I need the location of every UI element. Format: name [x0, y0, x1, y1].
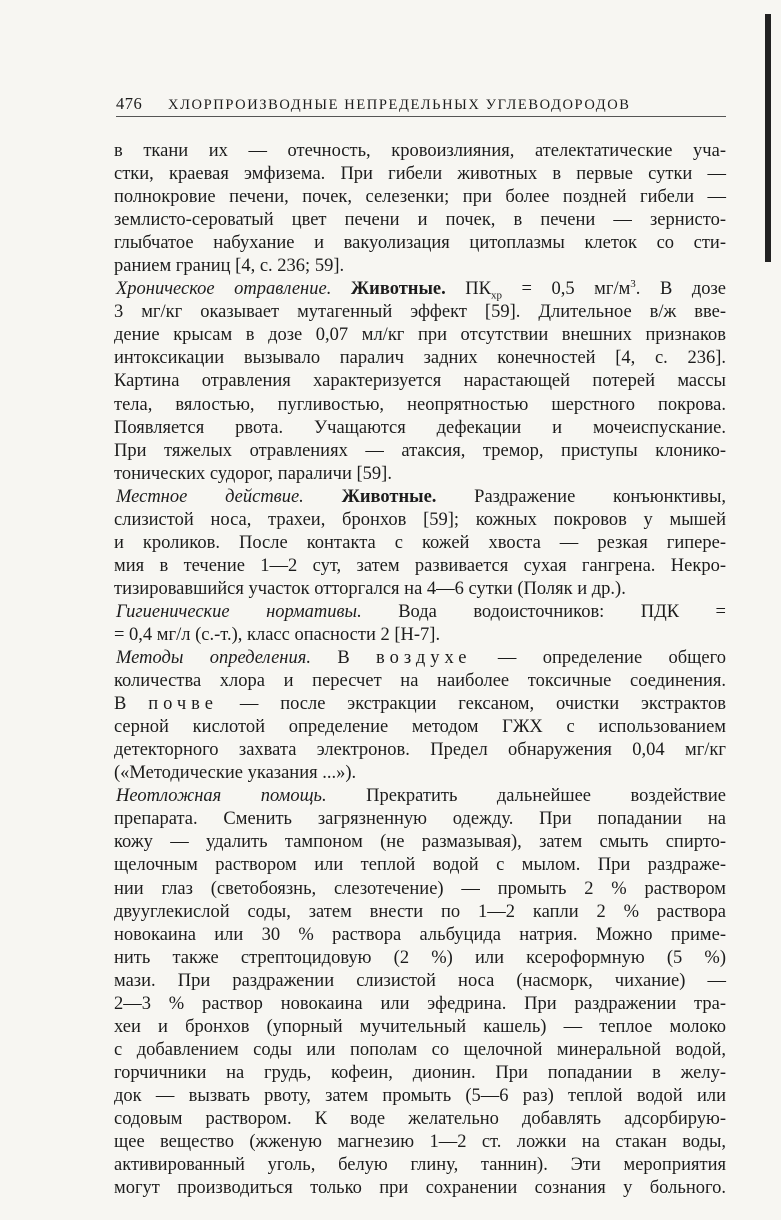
text-line: [114, 486, 726, 509]
line-text: Вода водоисточников: ПДК =: [398, 601, 726, 622]
text-line: [114, 1108, 726, 1131]
line-text: тела, вялостью, пугливостью, неопрятностью шерстного покрова.: [114, 394, 726, 415]
line-text: интоксикации вызывало паралич задних конечностей [4, с. 236].: [114, 348, 726, 369]
line-text: В: [114, 694, 127, 715]
line-text: новокаина или 30 % раствора альбуцида натрия. Можно приме-: [114, 924, 726, 945]
page-edge-bar: [765, 14, 771, 262]
text-line: [114, 532, 726, 555]
section-heading: Неотложная помощь.: [116, 786, 327, 807]
text-line: [114, 624, 726, 647]
line-text: тизировавшийся участок отторгался на 4—6 сутки (Поляк и др.).: [114, 578, 626, 599]
line-text: щелочным раствором или теплой водой с мылом. При раздраже-: [114, 855, 726, 876]
subscript: хр: [490, 289, 502, 302]
text-line: [114, 808, 726, 831]
text-line: [114, 509, 726, 532]
line-text: дение крысам в дозе 0,07 мл/кг при отсутствии внешних признаков: [114, 325, 726, 346]
text-line: [114, 993, 726, 1016]
text-line: [114, 209, 726, 232]
spaced-term: воздухе: [376, 648, 472, 669]
text-line: [114, 901, 726, 924]
text-line: [114, 255, 726, 278]
running-header: [116, 94, 726, 117]
text-line: [114, 947, 726, 970]
line-text: хеи и бронхов (упорный мучительный кашель) — теплое молоко: [114, 1016, 726, 1037]
section-heading: Хроническое отравление.: [116, 279, 332, 300]
page-body-text: [114, 140, 726, 1200]
line-text: ранием границ [4, с. 236; 59].: [114, 256, 345, 277]
line-text: Картина отравления характеризуется нарастающей потерей массы: [114, 371, 726, 392]
text-line: [114, 970, 726, 993]
line-text: — после экстракции гексаном, очистки экстрактов: [239, 694, 727, 715]
line-text: глыбчатое набухание и вакуолизация цитоплазмы клеток со сти-: [114, 233, 726, 254]
text-line: [114, 878, 726, 901]
text-line: [114, 785, 726, 808]
section-heading: Методы определения.: [116, 648, 311, 669]
spaced-term: почве: [148, 694, 219, 715]
text-line: [114, 440, 726, 463]
text-line: [114, 601, 726, 624]
line-text: в ткани их — отечность, кровоизлияния, ателектатические уча-: [114, 141, 726, 161]
line-text: стки, краевая эмфизема. При гибели животных в первые сутки —: [114, 164, 726, 185]
text-line: [114, 370, 726, 393]
line-text: Появляется рвота. Учащаются дефекации и мочеиспускание.: [114, 417, 726, 438]
line-text: и кроликов. После контакта с кожей хвоста — резкая гипере-: [114, 532, 726, 553]
line-text: = 0,4 мг/л (с.-т.), класс опасности 2 [Н-7].: [114, 624, 441, 645]
text-line: [114, 1062, 726, 1085]
line-text: При тяжелых отравлениях — атаксия, тремор, приступы клонико-: [114, 440, 726, 461]
text-line: [114, 924, 726, 947]
line-text: Прекратить дальнейшее воздействие: [366, 786, 726, 807]
text-line: [114, 578, 726, 601]
text-line: [114, 163, 726, 186]
text-line: [114, 394, 726, 417]
subject-label: Животные.: [341, 486, 437, 507]
text-line: [114, 347, 726, 370]
line-text: мази. При раздражении слизистой носа (насморк, чихание) —: [114, 970, 726, 991]
text-line: [114, 186, 726, 209]
line-text: ПК: [465, 279, 491, 300]
line-text: землисто-сероватый цвет печени и почек, в печени — зернисто-: [114, 210, 726, 231]
text-line: [114, 1131, 726, 1154]
line-text: 3 мг/кг оказывает мутагенный эффект [59]. Длительное в/ж вве-: [114, 302, 726, 323]
text-line: [114, 278, 726, 301]
line-text: — определение общего: [497, 648, 727, 669]
section-heading: Местное действие.: [116, 486, 304, 507]
text-line: [114, 831, 726, 854]
line-text: серной кислотой определение методом ГЖХ с использованием: [114, 717, 726, 738]
line-text: горчичники на грудь, кофеин, дионин. При попадании в желу-: [114, 1062, 726, 1083]
text-line: [114, 1016, 726, 1039]
line-text: количества хлора и пересчет на наиболее токсичные соединения.: [114, 671, 726, 692]
text-line: [114, 854, 726, 877]
line-text: . В дозе: [635, 279, 727, 300]
text-line: [114, 1085, 726, 1108]
text-line: [114, 647, 726, 670]
running-title: ХЛОРПРОИЗВОДНЫЕ НЕПРЕДЕЛЬНЫХ УГЛЕВОДОРОДОВ: [168, 97, 631, 113]
line-text: содовым раствором. К воде желательно добавлять адсорбирую-: [114, 1108, 726, 1129]
superscript: 3: [630, 278, 636, 291]
line-text: = 0,5 мг/м: [501, 279, 631, 300]
line-text: нии глаз (светобоязнь, слезотечение) — промыть 2 % раствором: [114, 878, 726, 899]
section-heading: Гигиенические нормативы.: [116, 601, 362, 622]
line-text: могут производиться только при сохранении сознания у больного.: [114, 1178, 726, 1199]
text-line: [114, 463, 726, 486]
line-text: полнокровие печени, почек, селезенки; при более поздней гибели —: [114, 187, 726, 208]
text-line: [114, 301, 726, 324]
line-text: слизистой носа, трахеи, бронхов [59]; кожных покровов у мышей: [114, 509, 726, 530]
line-text: («Методические указания ...»).: [114, 763, 357, 784]
text-line: [114, 417, 726, 440]
text-line: [114, 762, 726, 785]
text-line: [114, 670, 726, 693]
line-text: детекторного захвата электронов. Предел обнаружения 0,04 мг/кг: [114, 740, 726, 761]
text-line: [114, 716, 726, 739]
line-text: препарата. Сменить загрязненную одежду. При попадании на: [114, 809, 726, 830]
line-text: В: [337, 648, 350, 669]
line-text: док — вызвать рвоту, затем промыть (5—6 раз) теплой водой или: [114, 1085, 726, 1106]
text-line: [114, 324, 726, 347]
line-text: щее вещество (жженую магнезию 1—2 ст. ложки на стакан воды,: [114, 1132, 726, 1153]
text-line: [114, 1039, 726, 1062]
text-line: [114, 232, 726, 255]
text-line: [114, 739, 726, 762]
line-text: с добавлением соды или пополам со щелочной минеральной водой,: [114, 1039, 726, 1060]
subject-label: Животные.: [350, 279, 446, 300]
line-text: тонических судорог, параличи [59].: [114, 463, 392, 484]
text-line: [114, 1154, 726, 1177]
line-text: двууглекислой соды, затем внести по 1—2 капли 2 % раствора: [114, 901, 726, 922]
text-line: [114, 1177, 726, 1200]
text-line: [114, 140, 726, 163]
text-line: [114, 693, 726, 716]
line-text: 2—3 % раствор новокаина или эфедрина. При раздражении тра-: [114, 993, 726, 1014]
line-text: Раздражение конъюнктивы,: [474, 486, 727, 507]
text-line: [114, 555, 726, 578]
line-text: кожу — удалить тампоном (не размазывая), затем смыть спирто-: [114, 832, 726, 853]
line-text: нить также стрептоцидовую (2 %) или ксероформную (5 %): [114, 947, 726, 968]
line-text: мия в течение 1—2 сут, затем развивается сухая гангрена. Некро-: [114, 555, 726, 576]
page-number: 476: [116, 94, 143, 113]
line-text: активированный уголь, белую глину, таннин). Эти мероприятия: [114, 1155, 726, 1176]
